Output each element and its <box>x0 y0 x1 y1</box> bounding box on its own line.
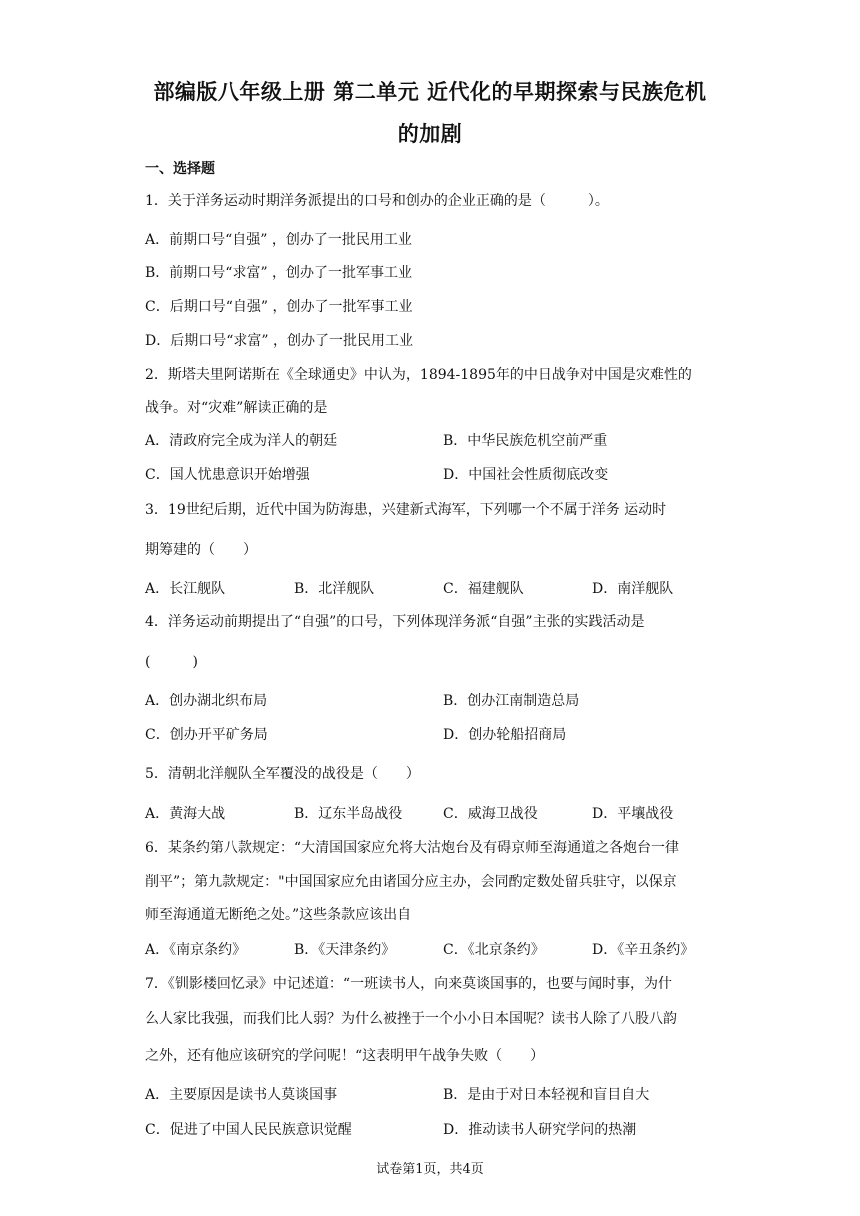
option-d: D．南洋舰队 <box>592 581 674 597</box>
option-c: C．《北京条约》 <box>443 942 545 958</box>
question-stem: 4．洋务运动前期提出了“自强”的口号，下列体现洋务派“自强”主张的实践活动是 <box>145 614 645 630</box>
option-b: B．辽东半岛战役 <box>294 806 403 822</box>
option-b: B．北洋舰队 <box>294 581 375 597</box>
option-d: D．中国社会性质彻底改变 <box>443 467 609 483</box>
question-stem: 1．关于洋务运动时期洋务派提出的口号和创办的企业正确的是（ ）。 <box>145 193 609 209</box>
question-stem: 5．清朝北洋舰队全军覆没的战役是（ ） <box>145 766 420 782</box>
option-d: D．后期口号“求富” ，创办了一批民用工业 <box>145 333 413 349</box>
question-stem: 7．《钏影楼回忆录》中记述道：“一班读书人，向来莫谈国事的，也要与闻时事，为什 <box>145 976 673 992</box>
question-stem-continued: 战争。对“灾难”解读正确的是 <box>145 400 328 416</box>
option-a: A．清政府完全成为洋人的朝廷 <box>145 433 338 449</box>
option-b: B．创办江南制造总局 <box>443 693 580 709</box>
option-c: C．后期口号“自强” ，创办了一批军事工业 <box>145 299 413 315</box>
question-stem-continued: 师至海通道无断绝之处。”这些条款应该出自 <box>145 907 412 923</box>
section-heading: 一、选择题 <box>145 161 215 177</box>
option-a: A．主要原因是读书人莫谈国事 <box>145 1087 338 1103</box>
question-stem: 6．某条约第八款规定：“大清国国家应允将大沽炮台及有碍京师至海通道之各炮台一律 <box>145 840 680 856</box>
page-title-continued: 的加剧 <box>397 122 463 146</box>
option-c: C．创办开平矿务局 <box>145 727 268 743</box>
question-stem-continued: ( ) <box>145 654 198 670</box>
option-d: D．推动读书人研究学问的热潮 <box>443 1122 637 1138</box>
option-b: B．《天津条约》 <box>294 942 396 958</box>
option-c: C．促进了中国人民民族意识觉醒 <box>145 1122 352 1138</box>
option-b: B．前期口号“求富” ，创办了一批军事工业 <box>145 265 413 281</box>
page-title: 部编版八年级上册 第二单元 近代化的早期探索与民族危机 <box>153 80 707 104</box>
option-a: A．创办湖北织布局 <box>145 693 268 709</box>
question-stem-continued: 削平”；第九款规定："中国国家应允由诸国分应主办，会同酌定数处留兵驻守，以保京 <box>145 874 677 890</box>
option-a: A．《南京条约》 <box>145 942 247 958</box>
option-b: B．是由于对日本轻视和盲目自大 <box>443 1087 650 1103</box>
question-stem-continued: 期筹建的（ ） <box>145 542 257 558</box>
option-a: A．前期口号“自强” ，创办了一批民用工业 <box>145 232 412 248</box>
question-stem-continued: 么人家比我强，而我们比人弱？为什么被挫于一个小小日本国呢？读书人除了八股八韵 <box>145 1011 677 1027</box>
option-c: C．威海卫战役 <box>443 806 538 822</box>
question-stem-continued: 之外，还有他应该研究的学问呢！“这表明甲午战争失败（ ） <box>145 1048 545 1064</box>
option-d: D．创办轮船招商局 <box>443 727 567 743</box>
question-stem: 3．19世纪后期，近代中国为防海患，兴建新式海军，下列哪一个不属于洋务 运动时 <box>145 502 667 518</box>
option-d: D．平壤战役 <box>592 806 674 822</box>
page-footer: 试卷第1页，共4页 <box>376 1162 484 1177</box>
option-c: C．国人忧患意识开始增强 <box>145 467 310 483</box>
option-c: C．福建舰队 <box>443 581 524 597</box>
option-d: D．《辛丑条约》 <box>592 942 695 958</box>
option-a: A．长江舰队 <box>145 581 226 597</box>
question-stem: 2．斯塔夫里阿诺斯在《全球通史》中认为，1894-1895年的中日战争对中国是灾难性的 <box>145 367 692 383</box>
option-b: B．中华民族危机空前严重 <box>443 433 608 449</box>
option-a: A．黄海大战 <box>145 806 226 822</box>
